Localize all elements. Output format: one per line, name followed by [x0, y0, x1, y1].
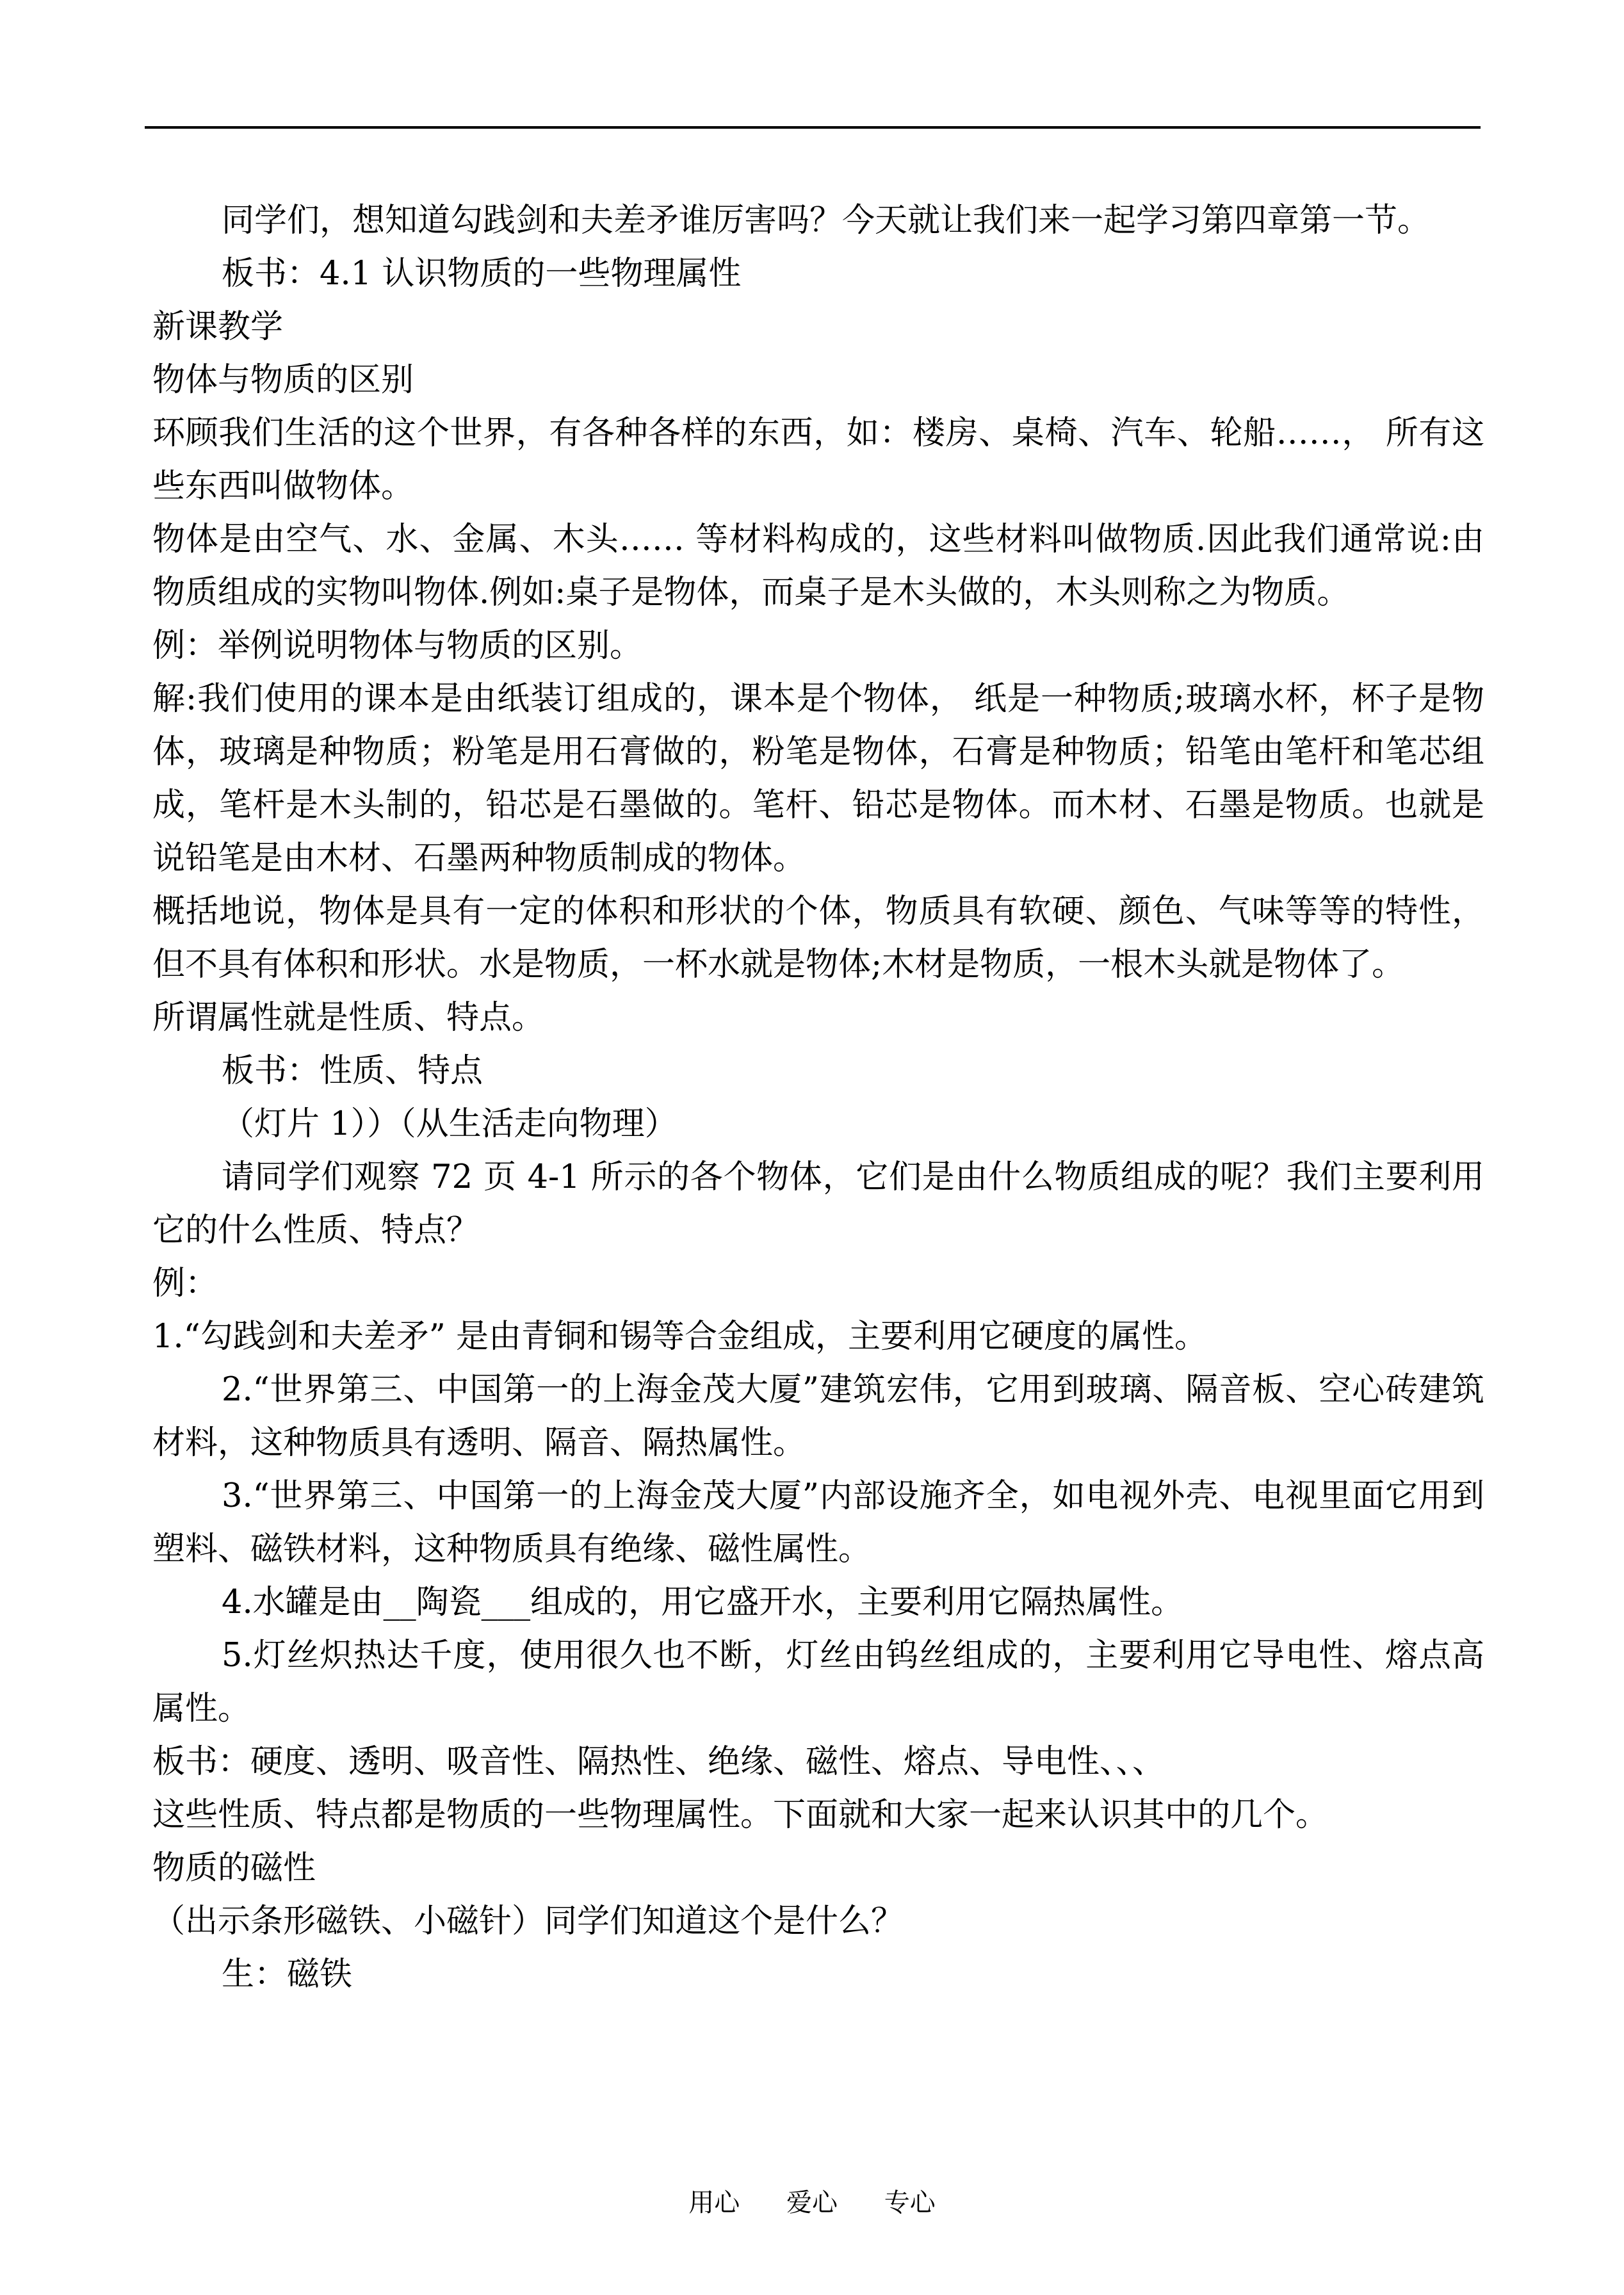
document-body [152, 194, 1484, 2001]
paragraph: 例： [152, 1265, 218, 1302]
paragraph: 板书：4.1 认识物质的一些物理属性 [222, 255, 742, 293]
paragraph: 例：举例说明物体与物质的区别。 [152, 627, 643, 665]
paragraph: 板书：硬度、透明、吸音性、隔热性、绝缘、磁性、熔点、导电性、、、 [152, 1743, 1165, 1781]
page-footer: 用心 爱心 专心 [688, 2188, 936, 2218]
paragraph: 概括地说，物体是具有一定的体积和形状的个体，物质具有软硬、颜色、气味等等的特性，但不具有体积和形状。水是物质，一杯水就是物体;木材是物质，一根木头就是物体了。 [152, 893, 1484, 984]
section-heading: 物质的磁性 [152, 1849, 316, 1887]
paragraph: 所谓属性就是性质、特点。 [152, 999, 545, 1037]
list-item: 5.灯丝炽热达千度，使用很久也不断，灯丝由钨丝组成的，主要利用它导电性、熔点高属性。 [152, 1637, 1484, 1728]
paragraph: 生：磁铁 [222, 1956, 353, 1993]
paragraph: 这些性质、特点都是物质的一些物理属性。下面就和大家一起来认识其中的几个。 [152, 1796, 1329, 1834]
section-heading: 新课教学 [152, 308, 284, 346]
paragraph: （出示条形磁铁、小磁针）同学们知道这个是什么？ [152, 1902, 904, 1940]
paragraph: 同学们，想知道勾践剑和夫差矛谁厉害吗？今天就让我们来一起学习第四章第一节。 [222, 202, 1431, 239]
section-heading: 物体与物质的区别 [152, 361, 414, 399]
paragraph: 物体是由空气、水、金属、木头…… 等材料构成的，这些材料叫做物质.因此我们通常说:由物质组成的实物叫物体.例如:桌子是物体，而桌子是木头做的，木头则称之为物质。 [152, 521, 1484, 612]
list-item: 2.“世界第三、中国第一的上海金茂大厦”建筑宏伟，它用到玻璃、隔音板、空心砖建筑材料，这种物质具有透明、隔音、隔热属性。 [152, 1371, 1484, 1462]
list-item: 1.“勾践剑和夫差矛” 是由青铜和锡等合金组成，主要利用它硬度的属性。 [152, 1318, 1208, 1356]
paragraph: 请同学们观察 72 页 4-1 所示的各个物体，它们是由什么物质组成的呢？我们主要利用它的什么性质、特点？ [152, 1158, 1484, 1249]
paragraph: 板书：性质、特点 [222, 1052, 483, 1090]
paragraph: （灯片 1））（从生活走向物理） [222, 1105, 678, 1143]
list-item: 3.“世界第三、中国第一的上海金茂大厦”内部设施齐全，如电视外壳、电视里面它用到塑料、磁铁材料，这种物质具有绝缘、磁性属性。 [152, 1477, 1484, 1568]
header-rule [145, 126, 1481, 129]
paragraph: 环顾我们生活的这个世界，有各种各样的东西，如：楼房、桌椅、汽车、轮船……， 所有这些东西叫做物体。 [152, 414, 1484, 505]
list-item: 4.水罐是由__陶瓷___组成的，用它盛开水，主要利用它隔热属性。 [222, 1584, 1184, 1621]
paragraph: 解:我们使用的课本是由纸装订组成的，课本是个物体， 纸是一种物质;玻璃水杯，杯子是物体，玻璃是种物质；粉笔是用石膏做的，粉笔是物体，石膏是种物质；铅笔由笔杆和笔芯组成，笔杆是木头制的，铅芯是石墨做的。笔杆、铅芯是物体。而木材、石墨是物质。也就是说铅笔是由木材、石墨两种物质制成的物体。 [152, 680, 1484, 877]
